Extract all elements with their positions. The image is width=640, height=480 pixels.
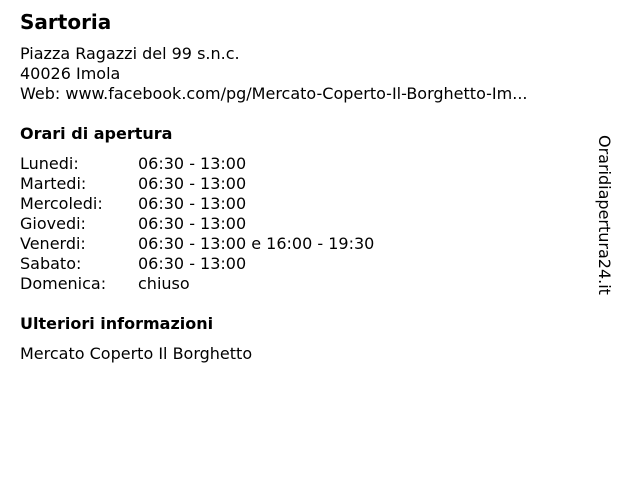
shop-address — [20, 44, 527, 104]
day-label: Venerdi: — [20, 234, 86, 253]
additional-info-text: Mercato Coperto Il Borghetto — [20, 344, 253, 363]
day-label: Mercoledi: — [20, 194, 103, 213]
time-value: 06:30 - 13:00 — [138, 194, 247, 213]
additional-info-heading: Ulteriori informazioni — [20, 314, 214, 333]
opening-hours-heading: Orari di apertura — [20, 124, 173, 143]
day-label: Domenica: — [20, 274, 107, 293]
shop-name: Sartoria — [20, 10, 112, 34]
day-label: Martedi: — [20, 174, 87, 193]
day-label: Giovedi: — [20, 214, 86, 233]
website-link[interactable]: Web: www.facebook.com/pg/Mercato-Coperto-Il-Borghetto-Im... — [20, 84, 528, 103]
time-value: 06:30 - 13:00 — [138, 214, 247, 233]
time-value: 06:30 - 13:00 — [138, 254, 247, 273]
address-street: Piazza Ragazzi del 99 s.n.c. — [20, 44, 240, 63]
time-value: 06:30 - 13:00 e 16:00 - 19:30 — [138, 234, 375, 253]
time-value: 06:30 - 13:00 — [138, 154, 247, 173]
day-label: Sabato: — [20, 254, 82, 273]
day-label: Lunedi: — [20, 154, 79, 173]
time-value: 06:30 - 13:00 — [138, 174, 247, 193]
address-city: 40026 Imola — [20, 64, 121, 83]
site-watermark: Oraridiapertura24.it — [595, 135, 614, 295]
time-value: chiuso — [138, 274, 190, 293]
